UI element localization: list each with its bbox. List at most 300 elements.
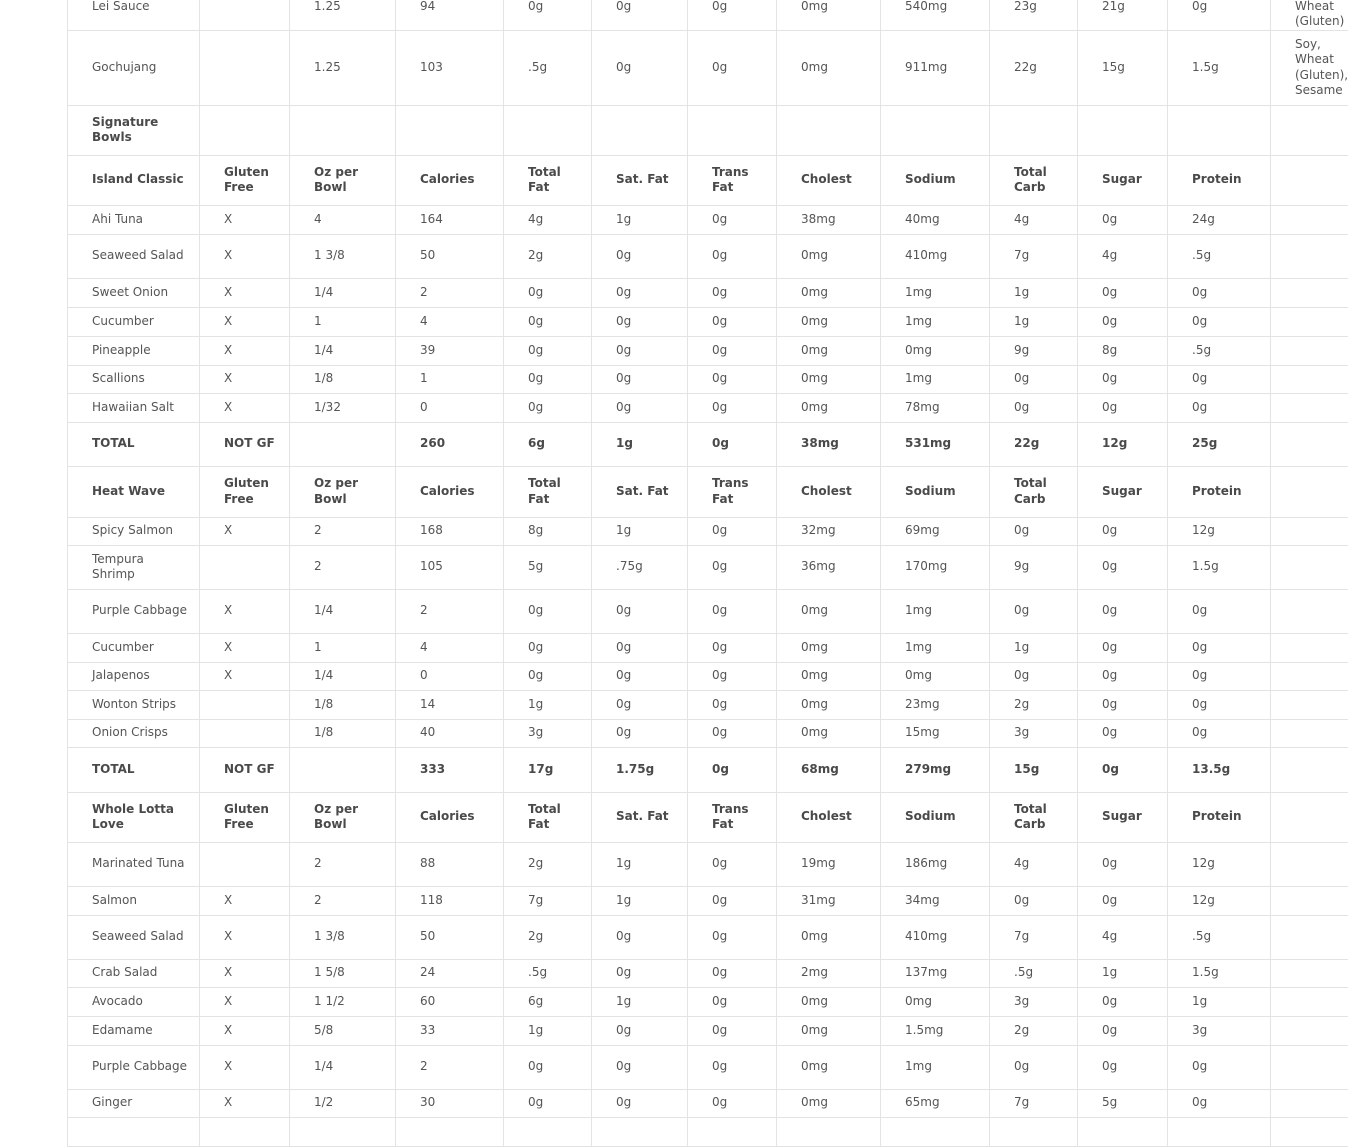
cell-sat-fat: .75g [592,545,688,589]
cell-protein: .5g [1168,336,1271,365]
cell-total-carb: 0g [990,365,1078,393]
table-row [68,393,1348,422]
cell-oz-per-bowl: 1/4 [290,278,396,307]
cell-cholest: 38mg [777,205,881,234]
cell-total-carb: .5g [990,959,1078,987]
cell-item: Scallions [68,365,200,393]
cell-sat-fat: 1g [592,422,688,466]
cell-sugar: 0g [1078,987,1168,1016]
cell-gluten-free: X [200,915,290,959]
cell-allergens [1271,1089,1348,1117]
cell-sodium: 410mg [881,915,990,959]
cell-trans-fat: 0g [688,915,777,959]
cell-sat-fat: 0g [592,30,688,105]
cell-total-fat: 1g [504,1016,592,1045]
cell-cholest: 0mg [777,987,881,1016]
table-row [68,545,1348,589]
table-row [68,1016,1348,1045]
cell-total-carb: 0g [990,886,1078,915]
cell-allergens [1271,589,1348,633]
cell-gluten-free: Gluten Free [200,155,290,205]
cell-sugar: 0g [1078,747,1168,792]
cell-gluten-free [200,105,290,155]
cell-cholest [777,105,881,155]
cell-sodium: 1mg [881,589,990,633]
cell-sugar: 0g [1078,662,1168,690]
cell-sodium: 137mg [881,959,990,987]
cell-oz-per-bowl: 1/4 [290,589,396,633]
cell-cholest: 0mg [777,719,881,747]
cell-sat-fat: 0g [592,307,688,336]
cell-trans-fat: 0g [688,690,777,719]
cell-sodium: Sodium [881,466,990,517]
cell-trans-fat: 0g [688,278,777,307]
cell-gluten-free [200,1117,290,1146]
cell-trans-fat: 0g [688,234,777,278]
cell-sat-fat: 0g [592,393,688,422]
cell-cholest: 0mg [777,915,881,959]
cell-sugar: 0g [1078,589,1168,633]
cell-oz-per-bowl: 1/32 [290,393,396,422]
cell-total-carb: 22g [990,30,1078,105]
cell-sugar: 21g [1078,0,1168,30]
cell-item: TOTAL [68,422,200,466]
cell-gluten-free: X [200,1045,290,1089]
cell-total-fat: 0g [504,278,592,307]
cell-item: Salmon [68,886,200,915]
cell-calories: 50 [396,234,504,278]
cell-sugar: 0g [1078,1045,1168,1089]
table-row [68,987,1348,1016]
cell-oz-per-bowl: 2 [290,842,396,886]
cell-sodium: 40mg [881,205,990,234]
cell-gluten-free: X [200,307,290,336]
cell-sodium [881,1117,990,1146]
cell-sugar: Sugar [1078,155,1168,205]
cell-total-fat: 0g [504,0,592,30]
cell-calories: 260 [396,422,504,466]
cell-calories: Calories [396,792,504,842]
cell-gluten-free: X [200,365,290,393]
cell-item: Gochujang [68,30,200,105]
cell-protein: 24g [1168,205,1271,234]
cell-protein: 0g [1168,719,1271,747]
cell-sat-fat: 0g [592,959,688,987]
cell-total-carb: 0g [990,517,1078,545]
cell-allergens [1271,1016,1348,1045]
cell-sat-fat: Sat. Fat [592,792,688,842]
cell-item: Marinated Tuna [68,842,200,886]
cell-allergens [1271,517,1348,545]
cell-sat-fat: 0g [592,719,688,747]
cell-sodium: 34mg [881,886,990,915]
cell-gluten-free [200,719,290,747]
cell-trans-fat [688,105,777,155]
cell-sugar: 0g [1078,307,1168,336]
cell-protein: 0g [1168,278,1271,307]
cell-total-fat: .5g [504,30,592,105]
cell-sugar: 5g [1078,1089,1168,1117]
cell-trans-fat: 0g [688,393,777,422]
cell-total-fat: 3g [504,719,592,747]
cell-total-carb: 0g [990,662,1078,690]
cell-trans-fat: 0g [688,545,777,589]
cell-calories: 30 [396,1089,504,1117]
cell-sodium: 410mg [881,234,990,278]
cell-gluten-free: Gluten Free [200,466,290,517]
cell-total-fat [504,1117,592,1146]
cell-allergens [1271,915,1348,959]
table-header-row [68,792,1348,842]
cell-oz-per-bowl: 2 [290,517,396,545]
cell-total-fat: 6g [504,987,592,1016]
table-row [68,517,1348,545]
cell-gluten-free: X [200,278,290,307]
cell-protein: 1.5g [1168,545,1271,589]
cell-total-fat [504,105,592,155]
cell-item: Sweet Onion [68,278,200,307]
cell-calories: 24 [396,959,504,987]
cell-oz-per-bowl: 2 [290,886,396,915]
cell-cholest: 38mg [777,422,881,466]
cell-trans-fat: 0g [688,30,777,105]
cell-total-carb: 1g [990,278,1078,307]
cell-sugar: 0g [1078,205,1168,234]
cell-gluten-free: X [200,1089,290,1117]
cell-calories [396,1117,504,1146]
cell-allergens [1271,205,1348,234]
cell-item: Ginger [68,1089,200,1117]
cell-sat-fat: Sat. Fat [592,155,688,205]
cell-gluten-free: X [200,589,290,633]
cell-trans-fat: 0g [688,633,777,662]
cell-sugar: 0g [1078,633,1168,662]
cell-sat-fat: 0g [592,278,688,307]
cell-gluten-free: X [200,1016,290,1045]
cell-allergens [1271,886,1348,915]
cell-calories: 33 [396,1016,504,1045]
cell-gluten-free: X [200,662,290,690]
cell-allergens [1271,336,1348,365]
cell-oz-per-bowl: 1/8 [290,719,396,747]
cell-total-carb: 15g [990,747,1078,792]
cell-total-carb: 9g [990,545,1078,589]
cell-protein: 0g [1168,0,1271,30]
cell-gluten-free: NOT GF [200,422,290,466]
table-row [68,1045,1348,1089]
cell-item: Edamame [68,1016,200,1045]
cell-sodium: 1mg [881,278,990,307]
cell-sugar: 4g [1078,234,1168,278]
cell-item: Ahi Tuna [68,205,200,234]
cell-sugar: 0g [1078,545,1168,589]
cell-sodium: 540mg [881,0,990,30]
cell-calories: 60 [396,987,504,1016]
cell-oz-per-bowl [290,422,396,466]
cell-sat-fat: 1g [592,842,688,886]
cell-total-carb: 4g [990,842,1078,886]
cell-total-carb: 2g [990,1016,1078,1045]
cell-sodium: 1mg [881,307,990,336]
cell-oz-per-bowl: Oz per Bowl [290,792,396,842]
cell-sat-fat: 0g [592,365,688,393]
cell-sodium: Sodium [881,792,990,842]
table-row [68,842,1348,886]
cell-total-carb: 7g [990,915,1078,959]
cell-calories: 50 [396,915,504,959]
cell-item: TOTAL [68,747,200,792]
cell-protein: 0g [1168,365,1271,393]
cell-total-fat: 4g [504,205,592,234]
cell-cholest: 31mg [777,886,881,915]
cell-sat-fat: 0g [592,589,688,633]
cell-total-fat: 2g [504,234,592,278]
cell-item: Whole Lotta Love [68,792,200,842]
cell-sodium: 1mg [881,633,990,662]
cell-cholest: 0mg [777,234,881,278]
cell-cholest: 0mg [777,278,881,307]
cell-sodium: 65mg [881,1089,990,1117]
cell-gluten-free: X [200,987,290,1016]
cell-item: Heat Wave [68,466,200,517]
cell-protein: 0g [1168,307,1271,336]
cell-allergens [1271,365,1348,393]
cell-total-carb: 7g [990,234,1078,278]
cell-trans-fat: 0g [688,365,777,393]
cell-calories: 333 [396,747,504,792]
cell-item: Seaweed Salad [68,915,200,959]
cell-total-fat: .5g [504,959,592,987]
cell-sat-fat: 1g [592,517,688,545]
table-row [68,589,1348,633]
cell-sugar: 15g [1078,30,1168,105]
cell-calories: 1 [396,365,504,393]
table-row [68,886,1348,915]
cell-cholest: 0mg [777,662,881,690]
cell-calories: 0 [396,393,504,422]
table-row [68,1089,1348,1117]
cell-item: Crab Salad [68,959,200,987]
cell-sat-fat: 0g [592,915,688,959]
cell-sodium: 170mg [881,545,990,589]
cell-total-fat: 8g [504,517,592,545]
cell-sat-fat: 0g [592,0,688,30]
cell-total-carb: 0g [990,393,1078,422]
cell-total-carb: 3g [990,987,1078,1016]
cell-oz-per-bowl: 1/4 [290,1045,396,1089]
cell-calories: 103 [396,30,504,105]
cell-sugar: 0g [1078,365,1168,393]
cell-item: Signature Bowls [68,105,200,155]
cell-gluten-free [200,690,290,719]
cell-cholest: 0mg [777,30,881,105]
cell-sodium: 1.5mg [881,1016,990,1045]
cell-allergens [1271,987,1348,1016]
cell-trans-fat: Trans Fat [688,155,777,205]
table-row [68,915,1348,959]
cell-trans-fat: 0g [688,517,777,545]
cell-cholest: 0mg [777,1089,881,1117]
cell-cholest: 32mg [777,517,881,545]
cell-gluten-free [200,842,290,886]
cell-total-fat: 0g [504,633,592,662]
table-row [68,690,1348,719]
cell-gluten-free: X [200,234,290,278]
cell-sodium: 69mg [881,517,990,545]
cell-allergens [1271,307,1348,336]
cell-gluten-free: X [200,633,290,662]
cell-allergens [1271,959,1348,987]
cell-calories: 118 [396,886,504,915]
cell-sat-fat [592,1117,688,1146]
cell-calories: 164 [396,205,504,234]
cell-sugar [1078,105,1168,155]
cell-protein: .5g [1168,234,1271,278]
cell-allergens [1271,662,1348,690]
cell-total-carb: Total Carb [990,466,1078,517]
table-row [68,278,1348,307]
cell-sat-fat: 1.75g [592,747,688,792]
cell-calories: 0 [396,662,504,690]
cell-trans-fat: 0g [688,589,777,633]
cell-allergens [1271,747,1348,792]
cell-sat-fat: Sat. Fat [592,466,688,517]
cell-oz-per-bowl: 1 3/8 [290,234,396,278]
cell-item [68,1117,200,1146]
cell-gluten-free [200,545,290,589]
cell-protein: 0g [1168,393,1271,422]
cell-oz-per-bowl [290,105,396,155]
cell-sat-fat: 0g [592,690,688,719]
cell-total-fat: Total Fat [504,466,592,517]
cell-cholest: Cholest [777,466,881,517]
cell-oz-per-bowl: Oz per Bowl [290,466,396,517]
cell-item: Lei Sauce [68,0,200,30]
cell-cholest: 68mg [777,747,881,792]
cell-sodium: 1mg [881,1045,990,1089]
cell-total-carb: 23g [990,0,1078,30]
cell-total-carb: 4g [990,205,1078,234]
cell-sat-fat: 1g [592,987,688,1016]
cell-allergens [1271,278,1348,307]
cell-trans-fat: 0g [688,336,777,365]
cell-cholest [777,1117,881,1146]
cell-oz-per-bowl: 1 5/8 [290,959,396,987]
cell-allergens [1271,466,1348,517]
cell-sugar: 0g [1078,1016,1168,1045]
table-row [68,959,1348,987]
cell-trans-fat: 0g [688,662,777,690]
cell-sugar: 0g [1078,393,1168,422]
cell-trans-fat: Trans Fat [688,466,777,517]
cell-protein: 0g [1168,1089,1271,1117]
cell-sodium: 911mg [881,30,990,105]
cell-trans-fat: 0g [688,719,777,747]
cell-item: Pineapple [68,336,200,365]
cell-oz-per-bowl: 1/2 [290,1089,396,1117]
cell-sugar: 1g [1078,959,1168,987]
cell-allergens [1271,1117,1348,1146]
cell-sugar: 0g [1078,690,1168,719]
cell-total-carb: 2g [990,690,1078,719]
cell-cholest: 36mg [777,545,881,589]
cell-cholest: 0mg [777,307,881,336]
cell-trans-fat: Trans Fat [688,792,777,842]
cell-item: Jalapenos [68,662,200,690]
table-row [68,365,1348,393]
cell-total-carb: 9g [990,336,1078,365]
cell-protein: 0g [1168,633,1271,662]
cell-sodium: 0mg [881,987,990,1016]
cell-gluten-free: Gluten Free [200,792,290,842]
cell-gluten-free [200,0,290,30]
cell-calories: 39 [396,336,504,365]
cell-calories: Calories [396,155,504,205]
cell-trans-fat: 0g [688,422,777,466]
cell-protein [1168,105,1271,155]
cell-allergens: Wheat (Gluten) [1271,0,1348,30]
cell-protein: 25g [1168,422,1271,466]
cell-gluten-free: X [200,205,290,234]
cell-cholest: 0mg [777,1045,881,1089]
table-header-row [68,422,1348,466]
cell-total-carb: 7g [990,1089,1078,1117]
cell-trans-fat: 0g [688,1089,777,1117]
cell-cholest: Cholest [777,792,881,842]
cell-trans-fat: 0g [688,0,777,30]
table-row [68,234,1348,278]
cell-sodium: 0mg [881,336,990,365]
cell-protein: 1.5g [1168,30,1271,105]
cell-total-fat: 7g [504,886,592,915]
table-header-row [68,105,1348,155]
cell-item: Purple Cabbage [68,1045,200,1089]
cell-oz-per-bowl: 1 [290,307,396,336]
cell-cholest: 0mg [777,365,881,393]
cell-gluten-free: NOT GF [200,747,290,792]
cell-allergens [1271,545,1348,589]
cell-sugar [1078,1117,1168,1146]
cell-oz-per-bowl: 1/8 [290,690,396,719]
cell-oz-per-bowl: 4 [290,205,396,234]
table-row [68,205,1348,234]
cell-calories: 88 [396,842,504,886]
table-row [68,719,1348,747]
cell-total-fat: 0g [504,365,592,393]
cell-sodium: 1mg [881,365,990,393]
cell-protein: 1g [1168,987,1271,1016]
cell-sugar: Sugar [1078,466,1168,517]
cell-allergens [1271,393,1348,422]
cell-total-fat: 0g [504,589,592,633]
cell-calories: 4 [396,307,504,336]
cell-allergens [1271,719,1348,747]
cell-sat-fat: 1g [592,886,688,915]
table-row [68,662,1348,690]
cell-sodium: 23mg [881,690,990,719]
cell-oz-per-bowl: 1.25 [290,0,396,30]
cell-protein: 13.5g [1168,747,1271,792]
cell-sat-fat: 0g [592,633,688,662]
table-header-row [68,466,1348,517]
cell-sodium: 78mg [881,393,990,422]
cell-protein: 1.5g [1168,959,1271,987]
cell-total-carb: Total Carb [990,792,1078,842]
cell-item: Seaweed Salad [68,234,200,278]
cell-calories: 2 [396,278,504,307]
cell-trans-fat: 0g [688,747,777,792]
cell-item: Avocado [68,987,200,1016]
